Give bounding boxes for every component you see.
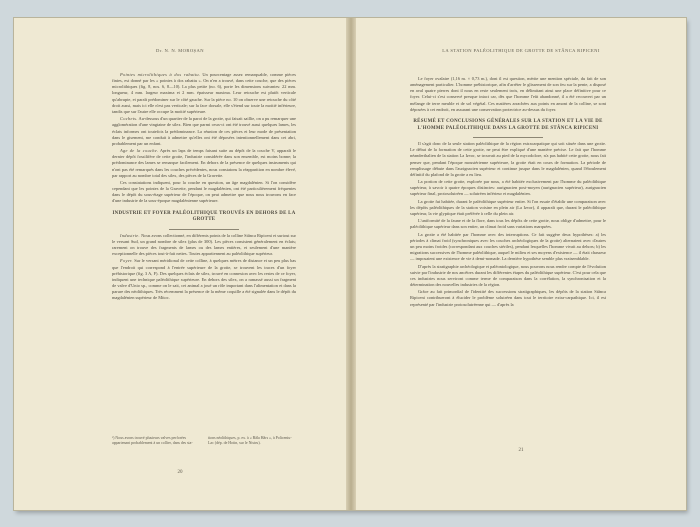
running-head: LA STATION PALÉOLITHIQUE DE GROTTE DE STÂNCA RIPICENI [442,48,600,53]
paragraph-lead: Foyer. [120,258,133,264]
section-heading: INDUSTRIE ET FOYER PALÉOLITHIQUE TROUVÉS EN DEHORS DE LA GROTTE [112,210,296,223]
right-page-body [410,76,606,309]
page-number: 21 [518,448,524,453]
open-book [14,18,686,510]
footnote-col-2: tions néolithiques, p. ex. à « Bâla Hârs », à Policeniu-Lac (dép. de Hotin, sur le Nistru). [208,436,292,446]
paragraph-text: Au-dessous d'un quartier de la paroi de la grotte, qui faisait saillie, on a pu remarquer une agglomération d'une vingtaine de silex. Bien que parmi ceux-ci ont été trouvé aussi quelques lames, les éclats informes ont toutefois la prédominance. La réunion de ces pièces et leur mode de présentation dans le gisement, me conduit à admettre qu'elles ont été déposées intentionnellement dans cet abri, probablement par un enfant. [112,116,296,146]
paragraph [410,141,606,178]
paragraph-lead: Pointes microlithiques à dos rabattu. [120,72,201,77]
paragraph-text: Nous avons collectionné, en différents points de la colline Stânca Ripiceni et surtout sur le versant Sud, un grand nombre de silex (plus de 300). Les pièces consistent généralement en éclats; rarement on trouve des fragments de lames ou des lames entières, et seulement d'une manière exceptionnelle des pièces tout-à-fait nettes. Toutes appartiennent au paléolithique supérieur. [112,232,297,257]
paragraph-text: Grâce au fait primordial de l'identité des successions stratigraphiques, les dépôts de la station Stânca Ripiceni contribueront à élucider le problème solutréen dans tout le territoire extra-carpathique. Ici, il est représenté par l'industrie protosolutréenne qui — d'après la [410,289,606,307]
paragraph [410,199,606,217]
paragraph-text: D'après la stratigraphie archéologique et paléontologique, nous pouvons nous rendre compte de l'évolution suivie par l'industrie de nos ancêtres durant les différentes étapes du paléolithique supérieur. C'est pour cela que ces industries nous serviront comme terme de comparaison dans la corrélation, la synchronisation et la détermination des nouvelles industries de la région. [410,263,606,288]
paragraph-text: Un pourcentage assez remarquable, comme pièces finies, est donné par les « pointes à dos rabattu ». On n'en a trouvé, dans cette couche, que des pièces microlithiques (fig. 8, nos. 6, 8—10). La plus petite (no. 6), porte les dimensions suivantes: 22 mm. longueur, 4 mm. largeur maxima et 2 mm. épaisseur maxima. Leur retouche est plutôt verticale qu'abrupte, et paraît prédominer sur le côté gauche. Sur la pièce no. 10 on observe une retouche du côté droit aussi, mais ici elle n'est pas verticale; sur la face dorsale, elle s'étend sur toute la moitié inférieure, tandis que sur l'autre elle occupe la moitié supérieure. [112,72,296,114]
paragraph [112,233,296,258]
paragraph-lead: Age de la couche. [120,148,159,154]
left-paragraphs [112,72,296,205]
paragraph-text: Après un laps de temps faisant suite au dépôt de la couche V, apparaît le dernier dépôt fossilifère de cette grotte, l'industrie considérée dans son ensemble, est moins bonne; la prédominance des lames se remarque facilement. En dehors de la présence de quelques instruments qui n'ont pas été remarqués dans les couches précédentes, nous constatons la réapparition en nombre élevé, par rapport au nombre total des silex, des pièces de la Gravette. [112,148,296,178]
paragraph-text: Sur le versant méridional de cette colline, à quelques mètres de distance et un peu plus bas que l'endroit qui correspond à l'entrée supérieure de la grotte, se trouvent les traces d'un foyer préhistorique (fig. 3 A, F). Des quelques éclats de silex, trouvé en connexion avec les restes de ce foyer, indiquent une technique paléolithique supérieure. En dehors des silex, on a ramassé aussi un fragment de valve d'Unio sp., comme on le sait, cet animal a joué un rôle important dans l'alimentation et dans la parure des néolithiques. Très récemment la présence de la même coquille a été signalée dans le dépôt du magdalénien supérieur de Mitoc. [112,258,296,301]
footnotes [112,436,296,447]
section-heading: RÉSUMÉ ET CONCLUSIONS GÉNÉRALES SUR LA STATION ET LA VIE DE L'HOMME PALÉOLITHIQUE DANS LA GROTTE DE STÂNCA RIPICENI [413,118,603,131]
paragraph [410,76,606,113]
paragraph [112,180,296,205]
paragraph-text: La grotte a été habitée par l'homme avec des interruptions. Ce fait suggère deux hypothèses: a) les périodes à climat froid (synchroniques avec les couches archéologiques de la grotte) alternaient avec d'autres un peu moins froides (correspondant aux couches stériles), pendant lesquelles l'homme vivait au dehors; b) les migrations successives de l'homme paléolithique, auquel le milieu et ses moyens d'existence — il était chasseur — imposaient une existence de vie à demi-nomade. La dernière hypothèse semble plus vraisemblable. [410,231,606,262]
paragraph-text: Le foyer ovalaire (1,16 m. × 0,73 m.), dont il est question, mérite une mention spéciale, du fait de son aménagement particulier. L'homme préhistorique, afin d'arrêter le glissement de son feu sur la pente, a disposé en aval quatre pierres dont il nous en reste seulement trois, en délimitant ainsi une place définitive pour ce foyer. Celui-ci s'est conservé presque intact car, dès que l'homme l'eût abandonné, il a été recouvert par un mélange de terre meuble et de sol végétal. Ces matières arrachées aux points en amont de la colline, se sont déposées à cet endroit, en assurant une conservation protectrice au-dessus du foyer. [410,76,606,112]
page-number: 20 [177,470,183,475]
right-page [356,18,686,510]
paragraph [112,258,296,301]
left-page-body [112,72,296,303]
paragraph-lead: Industrie. [120,232,140,238]
heading-rule [169,229,239,230]
paragraph [112,72,296,115]
heading-rule [473,137,543,138]
paragraph [112,116,296,147]
paragraph [410,289,606,307]
paragraph-text: La portion de cette grotte, explorée par nous, a été habitée exclusivement par l'homme du paléolithique supérieur, à savoir à quatre époques distinctes: aurignacien post-moyen (aurignacien supérieur), aurignacien supérieur final, protosolutréen — solutréen inférieur et magdalénien. [410,179,606,197]
paragraph-text: Il s'agit donc de la seule station paléolithique de la région extracarpatique qui soit située dans une grotte. Le début de la formation de cette grotte, ne peut être expliqué d'une manière précise. Le fait que l'homme néanderthalien de la station La Izvor, se trouvait au pied de la mycodolore, n'a pas habité cette grotte, nous fait penser que, pendant l'époque moustérienne supérieure, la grotte était en cours de formation. La période de remplissage débute dans l'aurignacien supérieur et continue jusque dans le magdalénien, quand l'éboulement définitif du plafond de la grotte a eu lieu. [410,141,606,177]
paragraph [410,218,606,230]
paragraph-lead: Cochets. [120,116,138,122]
left-paragraphs-after [112,233,296,302]
paragraph-text: La grotte fut habitée, durant le paléolithique supérieur entier. Si l'on essaie d'établir une comparaison avec les dépôts paléolithiques de la station voisine en plein air (La Izvor), il apparaît que, durant le paléolithique supérieur, la vie glyptique était préférée à celle du plein air. [410,198,606,217]
paragraph-text: Ces constatations indiquent, pour la couche en question, un âge magdalénien. Si l'on considère cependant que les pointes de la Gravette, pendant le magdalénien, ont été particulièrement fréquentes dans le dépôt du sous-étage supérieur de l'époque, on peut admettre que nous nous trouvons en face d'une industrie de la sous-époque magdalénienne supérieure. [112,179,296,204]
footnote-col-1: ¹) Nous avons trouvé plusieurs valves perforées appartenant probablement à un collier, dans des sta- [112,436,193,446]
paragraph [410,179,606,197]
paragraph [112,148,296,179]
book-gutter [346,18,356,510]
right-paragraphs-after [410,141,606,308]
paragraph-text: L'uniformité de la faune et de la flore, dans tous les dépôts de cette grotte, nous oblige d'admettre, pour le paléolithique supérieur dans son entier, un climat froid sans variations marquées. [410,218,606,230]
running-head: Dr. N. N. MOROȘAN [156,48,204,53]
paragraph [410,264,606,289]
left-page [14,18,346,510]
right-paragraphs [410,76,606,113]
paragraph [410,232,606,263]
